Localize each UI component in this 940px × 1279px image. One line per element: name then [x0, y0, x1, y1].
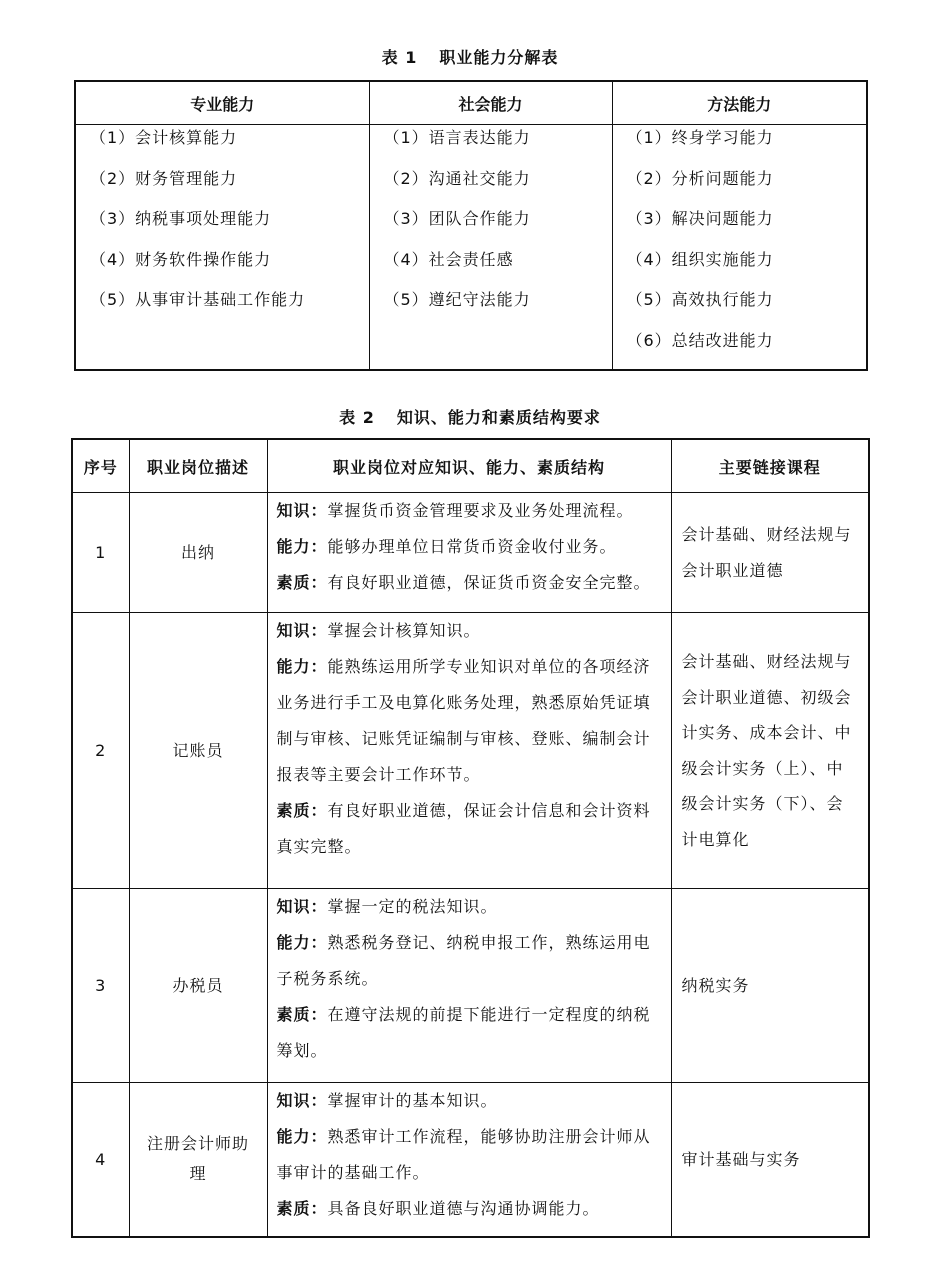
- header-serial-number: 序号: [72, 439, 129, 493]
- table1-caption-number: 表 1: [381, 48, 418, 67]
- knowledge-ability-quality-table: [71, 438, 870, 1238]
- knowledge-text: 掌握一定的税法知识。: [327, 897, 498, 916]
- ability-breakdown-table: [74, 80, 868, 371]
- job-title: 注册会计师助理: [129, 1083, 267, 1237]
- list-item: （5）遵纪守法能力: [383, 290, 531, 309]
- linked-courses: 会计基础、财经法规与会计职业道德、初级会计实务、成本会计、中级会计实务（上）、中级会计实务（下）、会计电算化: [671, 613, 869, 889]
- table2-caption-number: 表 2: [339, 408, 375, 427]
- job-title: 出纳: [129, 493, 267, 613]
- header-professional-ability: 专业能力: [75, 81, 369, 125]
- table1-caption-title: 职业能力分解表: [439, 48, 559, 67]
- quality-label: 素质：: [276, 1199, 328, 1218]
- table-row: [72, 1083, 869, 1237]
- list-item: （6）总结改进能力: [626, 330, 774, 350]
- list-item: （4）财务软件操作能力: [90, 249, 272, 269]
- job-title: 记账员: [129, 613, 267, 889]
- knowledge-label: 知识：: [276, 621, 328, 640]
- ability-text: 能够办理单位日常货币资金收付业务。: [327, 537, 617, 556]
- ability-line: [277, 1119, 663, 1191]
- linked-courses: 会计基础、财经法规与会计职业道德: [671, 493, 869, 613]
- list-item: （5）从事审计基础工作能力: [90, 290, 306, 309]
- header-linked-courses: 主要链接课程: [671, 439, 869, 493]
- list-item: （5）高效执行能力: [626, 290, 774, 309]
- quality-text: 具备良好职业道德与沟通协调能力。: [327, 1199, 600, 1218]
- table2-caption-title: 知识、能力和素质结构要求: [396, 408, 601, 427]
- structure-cell: [267, 613, 671, 889]
- list-item: （1）会计核算能力: [90, 128, 238, 147]
- list-item: （3）纳税事项处理能力: [90, 209, 272, 228]
- quality-label: 素质：: [276, 1005, 328, 1024]
- ability-line: [277, 649, 663, 793]
- table1-caption: [0, 45, 940, 68]
- row-number: 2: [72, 613, 129, 889]
- quality-text: 有良好职业道德，保证货币资金安全完整。: [327, 573, 651, 592]
- ability-label: 能力：: [276, 537, 328, 556]
- knowledge-line: [277, 613, 663, 649]
- knowledge-text: 掌握货币资金管理要求及业务处理流程。: [327, 501, 634, 520]
- list-item: （1）终身学习能力: [626, 128, 774, 147]
- ability-text: 能熟练运用所学专业知识对单位的各项经济业务进行手工及电算化账务处理，熟悉原始凭证填制与审核、记账凭证编制与审核、登账、编制会计报表等主要会计工作环节。: [276, 657, 651, 784]
- list-item: （3）解决问题能力: [626, 209, 774, 228]
- structure-cell: [267, 889, 671, 1083]
- ability-text: 熟悉税务登记、纳税申报工作，熟练运用电子税务系统。: [276, 933, 651, 988]
- ability-label: 能力：: [276, 1127, 328, 1146]
- structure-cell: [267, 1083, 671, 1237]
- quality-label: 素质：: [276, 801, 328, 820]
- header-social-ability: 社会能力: [369, 81, 612, 125]
- table-row: [72, 493, 869, 613]
- knowledge-label: 知识：: [276, 1091, 328, 1110]
- ability-text: 熟悉审计工作流程，能够协助注册会计师从事审计的基础工作。: [276, 1127, 651, 1182]
- list-item: （2）财务管理能力: [90, 168, 238, 188]
- quality-line: [277, 793, 663, 865]
- method-ability-list: [612, 125, 867, 371]
- quality-text: 有良好职业道德，保证会计信息和会计资料真实完整。: [276, 801, 651, 856]
- list-item: （4）社会责任感: [383, 249, 514, 269]
- ability-label: 能力：: [276, 657, 328, 676]
- knowledge-line: [277, 493, 663, 529]
- knowledge-label: 知识：: [276, 897, 328, 916]
- job-title: 办税员: [129, 889, 267, 1083]
- linked-courses: 审计基础与实务: [671, 1083, 869, 1237]
- list-item: （2）分析问题能力: [626, 168, 774, 188]
- social-ability-list: [369, 125, 612, 371]
- row-number: 1: [72, 493, 129, 613]
- table2-caption: [0, 405, 940, 428]
- professional-ability-list: [75, 125, 369, 371]
- knowledge-line: [277, 1083, 663, 1119]
- list-item: （2）沟通社交能力: [383, 168, 531, 188]
- ability-line: [277, 925, 663, 997]
- list-item: （1）语言表达能力: [383, 128, 531, 147]
- knowledge-text: 掌握会计核算知识。: [327, 621, 481, 640]
- row-number: 4: [72, 1083, 129, 1237]
- linked-courses: 纳税实务: [671, 889, 869, 1083]
- row-number: 3: [72, 889, 129, 1083]
- structure-cell: [267, 493, 671, 613]
- quality-text: 在遵守法规的前提下能进行一定程度的纳税筹划。: [276, 1005, 651, 1060]
- header-job-description: 职业岗位描述: [129, 439, 267, 493]
- header-method-ability: 方法能力: [612, 81, 867, 125]
- list-item: （4）组织实施能力: [626, 249, 774, 269]
- ability-line: [277, 529, 663, 565]
- quality-label: 素质：: [276, 573, 328, 592]
- knowledge-label: 知识：: [276, 501, 328, 520]
- table-row: [72, 613, 869, 889]
- table-row: [72, 889, 869, 1083]
- knowledge-line: [277, 889, 663, 925]
- ability-label: 能力：: [276, 933, 328, 952]
- knowledge-text: 掌握审计的基本知识。: [327, 1091, 498, 1110]
- header-structure: 职业岗位对应知识、能力、素质结构: [267, 439, 671, 493]
- list-item: （3）团队合作能力: [383, 209, 531, 228]
- quality-line: [277, 997, 663, 1069]
- quality-line: [277, 1191, 663, 1227]
- quality-line: [277, 565, 663, 601]
